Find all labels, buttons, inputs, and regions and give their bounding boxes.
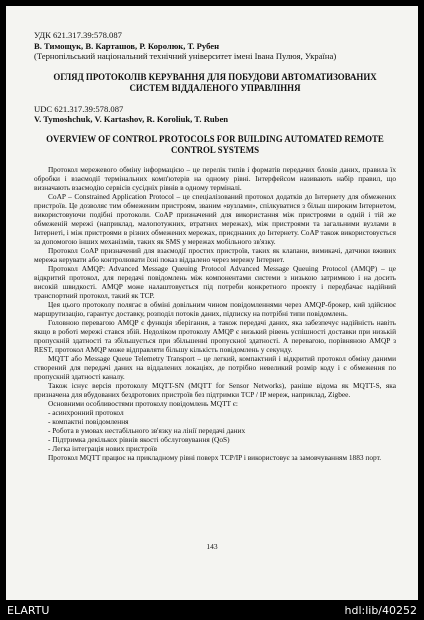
udc-english: UDC 621.317.39:578.087 (34, 103, 124, 114)
repository-label: ELARTU (7, 604, 50, 617)
paragraph: Протокол MQTT працює на прикладному рівні поверх TCP/IP і використовує за замовчуванням 1883 порт. (48, 453, 382, 463)
page-content (34, 30, 396, 462)
article-body (34, 165, 396, 463)
paragraph: Головною перевагою AMQP є функція зберігання, а також передачі даних, яка забезпечує надійність навіть якщо в роботі мережі стався збій. Недоліком протоколу AMQP є низький рівень успішності доставки при низькій пропускній здатності та збільшується при збільшенні пропускної здатності. А перевагою, порівняною AMQP з REST, протокол AMQP може відправляти більшу кількість повідомлень у секунду. (34, 318, 396, 355)
authors-ukrainian: В. Тимощук, В. Карташов, Р. Королюк, Т. Рубен (34, 40, 220, 51)
title-english: OVERVIEW OF CONTROL PROTOCOLS FOR BUILDING AUTOMATED REMOTE CONTROL SYSTEMS (46, 133, 384, 155)
list-item: - компактні повідомлення (48, 417, 129, 427)
header-english (34, 104, 396, 125)
paragraph: Також існує версія протоколу MQTT-SN (MQTT for Sensor Networks), раніше відома як MQTT-S, яка призначена для вбудованих бездротових пристроїв без підтримки TCP / IP мереж, наприклад, Zigbee. (34, 381, 396, 400)
title-ukrainian: ОГЛЯД ПРОТОКОЛІВ КЕРУВАННЯ ДЛЯ ПОБУДОВИ АВТОМАТИЗОВАНИХ СИСТЕМ ВІДДАЛЕНОГО УПРАВЛІННЯ (53, 71, 377, 93)
scanned-page (6, 6, 418, 600)
list-item: - Легка інтеграція нових пристроїв (48, 444, 158, 454)
udc-ukrainian: УДК 621.317.39:578.087 (34, 30, 122, 40)
header-ukrainian (34, 30, 396, 62)
authors-english: V. Tymoshchuk, V. Kartashov, R. Koroliuk, T. Ruben (34, 114, 229, 125)
list-item: - асинхронний протокол (48, 408, 124, 418)
handle-label: hdl:lib/40252 (344, 604, 417, 617)
footer-bar (0, 600, 424, 620)
paragraph: Протокол CoAP призначений для взаємодії простих пристроїв, таких як клапани, вимикачі, датчики вживих мережа керувати або контролювати їхні показ віддалено через мережу Інтернет. (34, 246, 396, 265)
affiliation: (Тернопільський національний технічний університет імені Івана Пулюя, Україна) (34, 51, 337, 62)
paragraph: Цея цього протоколу полягає в обміні довільним чином повідомленнями через AMQP-брокер, кий здійснює маршрутизацію, гарантує доставку, розподіл потоків даних, підписку на потрібні типи повідомлень. (34, 300, 396, 319)
feature-list (34, 408, 396, 453)
paragraph: Протокол мережевого обміну інформацією – це перелік типів і форматів передачих блоків даних, правила їх обробки і взаємодії термінальних комп'ютерів на одному рівні. Інтерфейсом називають набір правил, що визначають взаємодію сервісів сусідніх рівнів в одному терміналі. (34, 164, 396, 192)
paragraph: Протокол AMQP: Advanced Message Queuing Protocol Advanced Message Queuing Protocol (AMQP) – це відкритий протокол, для передачі повідомлень між компонентами системи з низькою затримкою і на досить високій швидкості. AMQP може налаштовується під потреби конкретного проекту і передбачає надійний транспортний протокол, такий як TCP. (34, 264, 396, 301)
list-item: - Робота в умовах нестабільного зв'язку на лінії передачі даних (48, 426, 246, 436)
paragraph: CoAP – Constrained Application Protocol – це спеціалізований протокол додатків до Інтернету для обмежених пристроїв. Це дозволяє тим обмеженим пристроям, званим «вузлами», спілкуватися з більш широким Інтернетом, використовуючи подібні протоколи. CoAP призначений для використання між пристроями в одній і тій же обмеженій мережі (наприклад, малопотужних, втратних мережах), між пристроями та загальними вузлами в Інтернеті, і між пристроями в різних обмежених мережах, приєднаних до Інтернету. CoAP також використовується за допомогою інших механізмів, таких як SMS у мережах мобільного зв'язку. (34, 192, 396, 247)
page-number: 143 (206, 542, 218, 551)
paragraph: MQTT або Message Queue Telemetry Transport – це легкий, компактний і відкритий протокол обміну даними створений для передачі даних на віддалених локаціях, де потрібно невеликий розмір коду і є обмеження по пропускній здатності каналу. (34, 354, 396, 382)
paragraph: Основними особливостями протоколу повідомлень MQTT є: (48, 399, 238, 409)
list-item: - Підтримка декількох рівнів якості обслуговування (QoS) (48, 435, 230, 445)
